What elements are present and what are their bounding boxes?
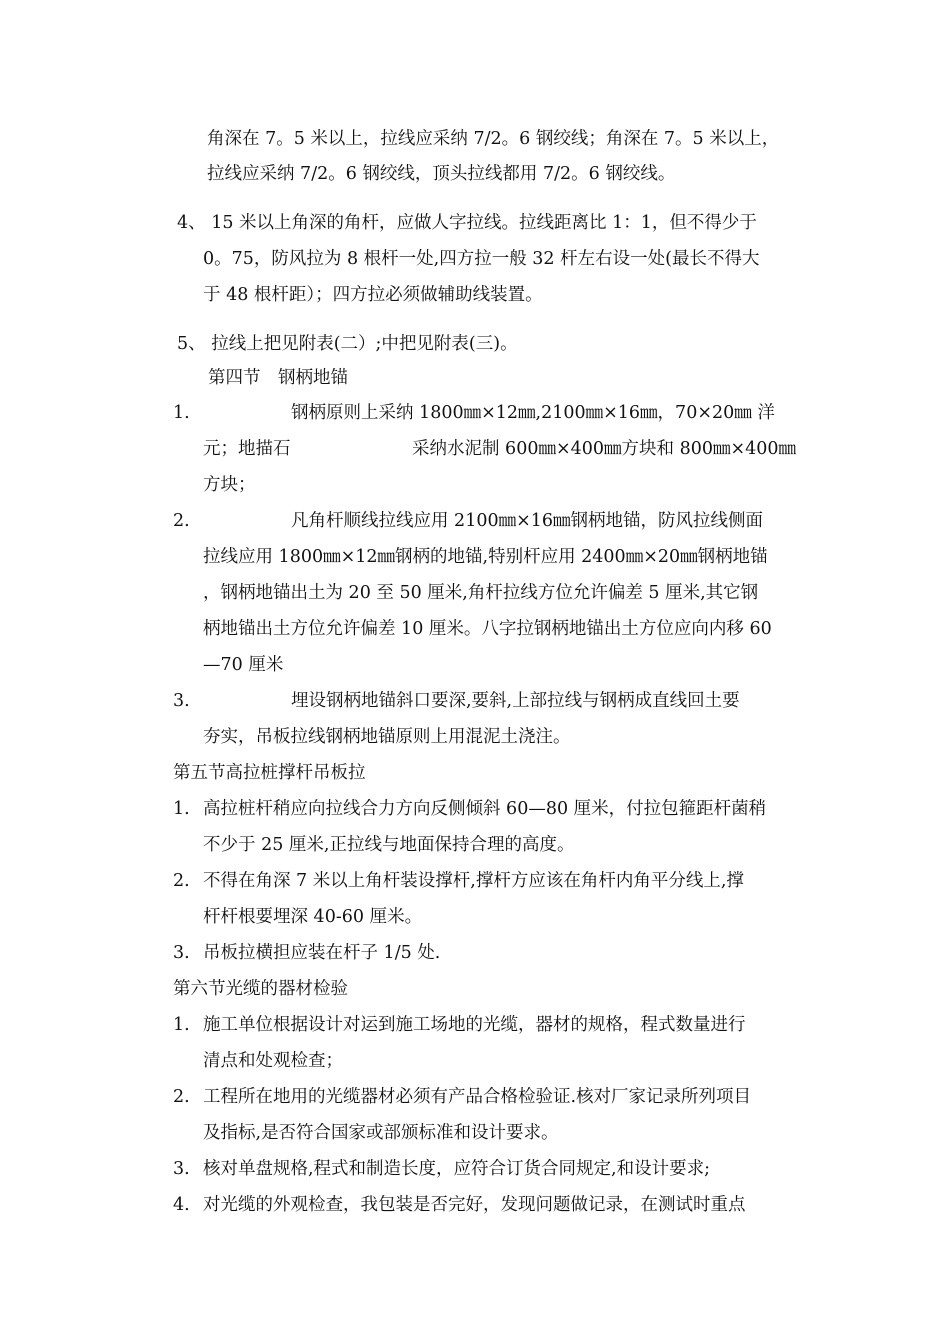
list-number: 1. [173,799,190,819]
text-line: 杆杆根要埋深 40-60 厘米。 [203,907,423,927]
text-line: 钢柄原则上采纳 1800㎜×12㎜,2100㎜×16㎜，70×20㎜ 洋 [291,403,775,423]
list-number: 3. [173,943,190,963]
text-line: —70 厘米 [203,655,284,675]
text-line: 对光缆的外观检查，我包装是否完好，发现问题做记录，在测试时重点 [203,1195,746,1215]
text-line: 采纳水泥制 600㎜×400㎜方块和 800㎜×400㎜ [412,439,797,459]
text-line: 核对单盘规格,程式和制造长度，应符合订货合同规定,和设计要求; [203,1159,711,1179]
text-line: 拉线应用 1800㎜×12㎜钢柄的地锚,特别杆应用 2400㎜×20㎜钢柄地锚 [203,547,768,567]
text-line: 方块； [203,475,256,495]
text-line: 凡角杆顺线拉线应用 2100㎜×16㎜钢柄地锚，防风拉线侧面 [291,511,764,531]
section-heading: 第六节光缆的器材检验 [173,979,348,999]
list-number: 1. [173,1015,190,1035]
text-line: 4、 15 米以上角深的角杆，应做人字拉线。拉线距离比 1：1，但不得少于 [177,213,757,233]
text-line: 5、 拉线上把见附表(二）;中把见附表(三)。 [177,334,518,354]
text-line: ，钢柄地锚出土为 20 至 50 厘米,角杆拉线方位允许偏差 5 厘米,其它钢 [203,583,759,603]
text-line: 清点和处观检查； [203,1051,343,1071]
list-number: 3. [173,691,190,711]
list-number: 1. [173,403,190,423]
list-number: 2. [173,1087,190,1107]
list-number: 4. [173,1195,190,1215]
text-line: 角深在 7。5 米以上，拉线应采纳 7/2。6 钢绞线；角深在 7。5 米以上， [207,129,780,149]
list-number: 3. [173,1159,190,1179]
text-line: 元；地描石 [203,439,291,459]
text-line: 不少于 25 厘米,正拉线与地面保持合理的高度。 [203,835,575,855]
text-line: 于 48 根杆距）；四方拉必须做辅助线装置。 [203,285,543,305]
text-line: 吊板拉横担应装在杆子 1/5 处. [203,943,441,963]
text-line: 埋设钢柄地锚斜口要深,要斜,上部拉线与钢柄成直线回土要 [291,691,740,711]
section-heading: 第四节 钢柄地锚 [208,368,348,388]
text-line: 夯实，吊板拉线钢柄地锚原则上用混泥土浇注。 [203,727,571,747]
text-line: 施工单位根据设计对运到施工场地的光缆，器材的规格，程式数量进行 [203,1015,746,1035]
section-heading: 第五节高拉桩撑杆吊板拉 [173,763,366,783]
text-line: 及指标,是否符合国家或部颁标准和设计要求。 [203,1123,559,1143]
text-line: 工程所在地用的光缆器材必须有产品合格检验证.核对厂家记录所列项目 [203,1087,752,1107]
text-line: 0。75，防风拉为 8 根杆一处,四方拉一般 32 杆左右设一处(最长不得大 [203,249,760,269]
list-number: 2. [173,511,190,531]
text-line: 不得在角深 7 米以上角杆装设撑杆,撑杆方应该在角杆内角平分线上,撑 [203,871,744,891]
text-line: 高拉桩杆稍应向拉线合力方向反侧倾斜 60—80 厘米，付拉包箍距杆菌稍 [203,799,767,819]
text-line: 拉线应采纳 7/2。6 钢绞线，顶头拉线都用 7/2。6 钢绞线。 [207,164,676,184]
text-line: 柄地锚出土方位允许偏差 10 厘米。八字拉钢柄地锚出土方位应向内移 60 [203,619,772,639]
list-number: 2. [173,871,190,891]
